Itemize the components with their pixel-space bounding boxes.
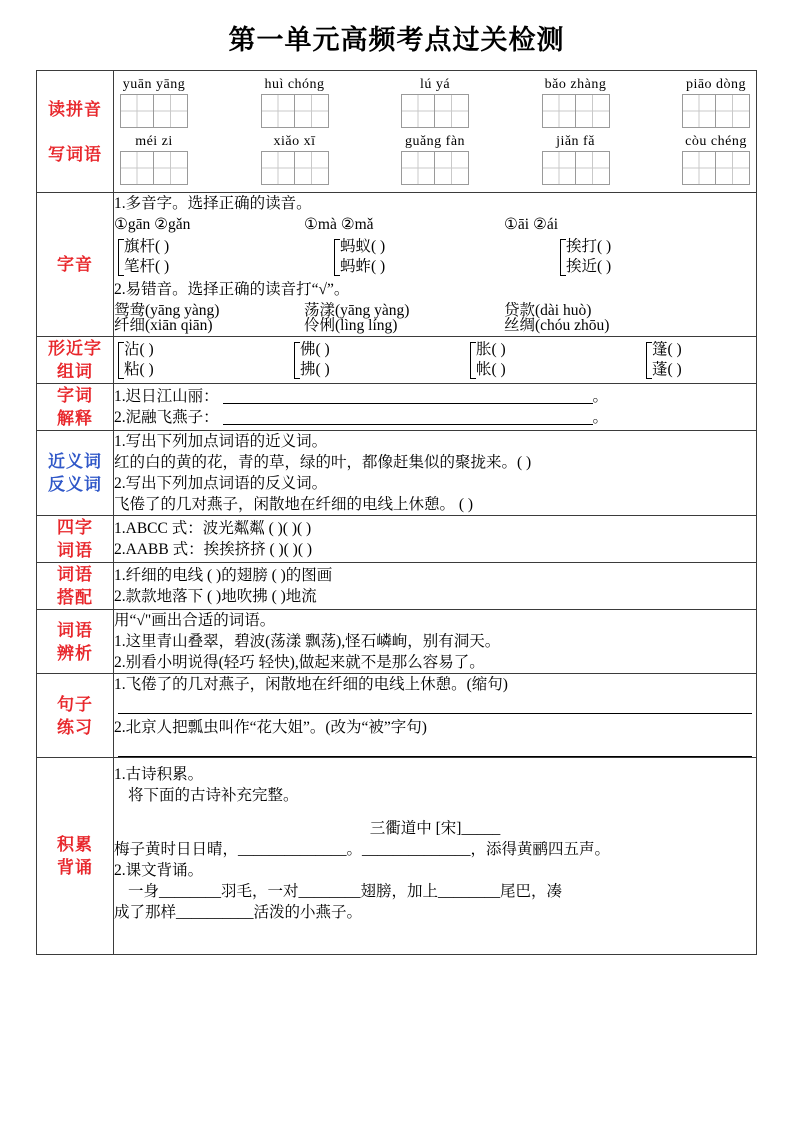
row-label-sizi-line2: 词语 xyxy=(57,541,93,560)
xingjinzi-item xyxy=(466,340,616,380)
tianzige[interactable] xyxy=(682,94,750,128)
ziyin-choices xyxy=(114,214,756,235)
row-label-cibian-line2: 辨析 xyxy=(57,643,93,663)
row-body-jieshi xyxy=(114,384,757,431)
cibian-line0: 用“√"画出合适的词语。 xyxy=(114,612,276,629)
pinyin-text: piāo dòng xyxy=(685,77,747,92)
row-label-jieshi-line2: 解释 xyxy=(57,409,93,428)
answer-blank[interactable]: 蚂蚱( ) xyxy=(340,258,386,275)
ziyin-brace-item xyxy=(556,237,611,277)
jilei-text-line2[interactable]: 成了那样__________活泼的小燕子。 xyxy=(114,904,363,921)
ziyin-line2: 2.易错音。选择正确的读音打“√”。 xyxy=(114,281,350,298)
pinyin-row-1 xyxy=(116,74,754,131)
brace-icon xyxy=(114,340,124,380)
tianzige[interactable] xyxy=(542,94,610,128)
pinyin-item xyxy=(542,133,610,185)
poem-line[interactable]: 梅子黄时日日晴，______________。______________，添得黄鹂四五声。 xyxy=(114,841,611,858)
jinfan-sent1[interactable]: 红的白的黄的花，青的草，绿的叶，都像赶集似的聚拢来。( ) xyxy=(114,454,532,471)
row-label-xingjinzi xyxy=(37,337,114,384)
row-label-xingjinzi-line1: 形近字 xyxy=(48,339,102,358)
answer-blank[interactable]: 篷( ) xyxy=(652,341,682,358)
row-label-sizi-line1: 四字 xyxy=(57,518,93,537)
brace-icon xyxy=(556,237,566,277)
ziyin-word[interactable]: 伶俐(lìng líng) xyxy=(304,317,398,334)
ziyin-choice: ①āi ②ái xyxy=(504,216,559,233)
tianzige[interactable] xyxy=(261,94,329,128)
jinfan-line2: 2.写出下列加点词语的反义词。 xyxy=(114,475,328,492)
row-label-pinyin-line1: 读拼音 xyxy=(48,99,102,119)
cibian-line1[interactable]: 1.这里青山叠翠，碧波(荡漾 飘荡),怪石嶙峋，别有洞天。 xyxy=(114,633,501,650)
tianzige[interactable] xyxy=(401,151,469,185)
worksheet-table xyxy=(36,70,757,955)
pinyin-item xyxy=(120,133,188,185)
answer-blank[interactable]: 旗杆( ) xyxy=(124,238,170,255)
pinyin-text: méi zi xyxy=(135,134,173,149)
table-row-pinyin xyxy=(37,71,757,193)
row-label-cipei xyxy=(37,563,114,610)
ziyin-choice: ①mà ②mǎ xyxy=(304,216,374,233)
ziyin-word[interactable]: 丝绸(chóu zhōu) xyxy=(504,317,610,334)
table-row-cipei xyxy=(37,563,757,610)
row-body-ziyin xyxy=(114,193,757,337)
row-label-cipei-line2: 搭配 xyxy=(57,588,93,607)
row-label-xingjinzi-line2: 组词 xyxy=(57,362,93,381)
sizi-line2[interactable]: 2.AABB 式：挨挨挤挤 ( )( )( ) xyxy=(114,541,313,558)
poem-title-row xyxy=(114,818,756,839)
row-label-jinfan-line2: 反义词 xyxy=(48,475,102,494)
table-row-jinfan xyxy=(37,431,757,516)
row-label-jilei-line1: 积累 xyxy=(57,835,93,854)
pinyin-item xyxy=(401,133,469,185)
answer-blank[interactable] xyxy=(118,696,752,714)
row-label-jinfan xyxy=(37,431,114,516)
answer-blank[interactable]: _____ xyxy=(461,820,501,837)
row-label-pinyin-line2: 写词语 xyxy=(48,144,102,164)
answer-blank[interactable]: 笔杆( ) xyxy=(124,258,170,275)
answer-blank[interactable] xyxy=(223,408,593,425)
ziyin-line1: 1.多音字。选择正确的读音。 xyxy=(114,195,312,212)
jinfan-line1: 1.写出下列加点词语的近义词。 xyxy=(114,433,328,450)
answer-blank[interactable]: 蚂蚁( ) xyxy=(340,238,386,255)
answer-blank[interactable] xyxy=(223,387,593,404)
xingjinzi-item xyxy=(642,340,682,380)
jilei-line1: 1.古诗积累。 xyxy=(114,766,204,783)
answer-blank[interactable]: 蓬( ) xyxy=(652,361,682,378)
jieshi-item: 2.泥融飞燕子： 。 xyxy=(114,409,609,426)
answer-blank[interactable] xyxy=(118,739,752,757)
table-row-juzi xyxy=(37,674,757,758)
tianzige[interactable] xyxy=(542,151,610,185)
table-row-ziyin xyxy=(37,193,757,337)
tianzige[interactable] xyxy=(682,151,750,185)
answer-blank[interactable]: 佛( ) xyxy=(300,341,330,358)
ziyin-word[interactable]: 荡漾(yāng yàng) xyxy=(304,302,410,319)
brace-icon xyxy=(114,237,124,277)
row-label-cipei-line1: 词语 xyxy=(57,565,93,584)
pinyin-text: xiǎo xī xyxy=(273,134,316,149)
pinyin-text: lú yá xyxy=(419,77,451,92)
ziyin-brace-groups xyxy=(114,237,756,277)
ziyin-words-row2 xyxy=(114,315,756,336)
pinyin-text: bǎo zhàng xyxy=(544,77,607,92)
answer-blank[interactable]: 挨打( ) xyxy=(566,238,612,255)
tianzige[interactable] xyxy=(120,151,188,185)
row-body-xingjinzi xyxy=(114,337,757,384)
ziyin-word[interactable]: 贷款(dài huò) xyxy=(504,302,592,319)
jinfan-sent2[interactable]: 飞倦了的几对燕子，闲散地在纤细的电线上休憩。 ( ) xyxy=(114,496,474,513)
row-label-jieshi-line1: 字词 xyxy=(57,386,93,405)
row-label-ziyin: 字音 xyxy=(37,193,114,337)
row-body-juzi xyxy=(114,674,757,758)
table-row-sizi xyxy=(37,516,757,563)
pinyin-text: yuān yāng xyxy=(122,77,186,92)
jieshi-label: 2.泥融飞燕子： xyxy=(114,409,219,426)
pinyin-row-2 xyxy=(116,131,754,188)
ziyin-word[interactable]: 鸳鸯(yāng yàng) xyxy=(114,302,220,319)
row-label-juzi-line1: 句子 xyxy=(57,694,93,714)
cipei-line1[interactable]: 1.纤细的电线 ( )的翅膀 ( )的图画 xyxy=(114,567,333,584)
row-label-jilei xyxy=(37,758,114,955)
answer-blank[interactable]: 粘( ) xyxy=(124,361,154,378)
row-body-jinfan xyxy=(114,431,757,516)
juzi-line1: 1.飞倦了的几对燕子，闲散地在纤细的电线上休憩。(缩句) xyxy=(114,676,508,693)
poem-title: 三衢道中 [宋] xyxy=(369,820,462,837)
answer-blank[interactable]: 挨近( ) xyxy=(566,258,612,275)
table-row-jilei xyxy=(37,758,757,955)
pinyin-text: còu chéng xyxy=(685,134,747,149)
sizi-line1[interactable]: 1.ABCC 式：波光粼粼 ( )( )( ) xyxy=(114,520,312,537)
answer-blank[interactable]: 胀( ) xyxy=(476,341,506,358)
xingjinzi-groups xyxy=(114,340,756,380)
answer-blank[interactable]: 帐( ) xyxy=(476,361,506,378)
row-body-pinyin xyxy=(114,71,757,193)
brace-icon xyxy=(290,340,300,380)
pinyin-item xyxy=(261,133,329,185)
jilei-text-line1[interactable]: 一身________羽毛，一对________翅膀，加上________尾巴，凑 xyxy=(128,883,563,900)
answer-blank[interactable]: 沾( ) xyxy=(124,341,154,358)
pinyin-item xyxy=(120,76,188,128)
row-label-jieshi xyxy=(37,384,114,431)
pinyin-item xyxy=(401,76,469,128)
pinyin-item xyxy=(261,76,329,128)
xingjinzi-item xyxy=(114,340,264,380)
pinyin-item xyxy=(542,76,610,128)
jilei-line3: 2.课文背诵。 xyxy=(114,862,204,879)
row-body-sizi xyxy=(114,516,757,563)
pinyin-text: guǎng fàn xyxy=(404,134,466,149)
row-body-cipei xyxy=(114,563,757,610)
row-body-cibian xyxy=(114,610,757,674)
jieshi-item: 1.迟日江山丽： 。 xyxy=(114,388,609,405)
ziyin-brace-item xyxy=(330,237,530,277)
row-body-jilei xyxy=(114,758,757,955)
cipei-line2[interactable]: 2.款款地落下 ( )地吹拂 ( )地流 xyxy=(114,588,317,605)
table-row-jieshi xyxy=(37,384,757,431)
row-label-pinyin xyxy=(37,71,114,193)
tianzige[interactable] xyxy=(261,151,329,185)
row-label-cibian xyxy=(37,610,114,674)
ziyin-choice: ①gān ②gǎn xyxy=(114,216,191,233)
ziyin-word[interactable]: 纤细(xiān qiān) xyxy=(114,317,213,334)
answer-blank[interactable]: 拂( ) xyxy=(300,361,330,378)
juzi-line2: 2.北京人把瓢虫叫作“花大姐”。(改为“被”字句) xyxy=(114,719,427,736)
pinyin-text: huì chóng xyxy=(264,77,325,92)
cibian-line2[interactable]: 2.别看小明说得(轻巧 轻快),做起来就不是那么容易了。 xyxy=(114,654,485,671)
brace-icon xyxy=(642,340,652,380)
ziyin-brace-item xyxy=(114,237,304,277)
table-row-xingjinzi xyxy=(37,337,757,384)
table-row-cibian xyxy=(37,610,757,674)
row-label-jilei-line2: 背诵 xyxy=(57,858,93,877)
row-label-juzi-line2: 练习 xyxy=(57,717,93,737)
pinyin-item xyxy=(682,133,750,185)
brace-icon xyxy=(330,237,340,277)
row-label-sizi xyxy=(37,516,114,563)
row-label-cibian-line1: 词语 xyxy=(57,620,93,640)
xingjinzi-item xyxy=(290,340,440,380)
jilei-line2: 将下面的古诗补充完整。 xyxy=(128,787,299,804)
tianzige[interactable] xyxy=(401,94,469,128)
row-label-jinfan-line1: 近义词 xyxy=(48,452,102,471)
jieshi-label: 1.迟日江山丽： xyxy=(114,388,219,405)
pinyin-item xyxy=(682,76,750,128)
pinyin-text: jiǎn fǎ xyxy=(556,134,595,149)
tianzige[interactable] xyxy=(120,94,188,128)
page-title: 第一单元高频考点过关检测 xyxy=(228,25,565,55)
row-label-juzi xyxy=(37,674,114,758)
brace-icon xyxy=(466,340,476,380)
